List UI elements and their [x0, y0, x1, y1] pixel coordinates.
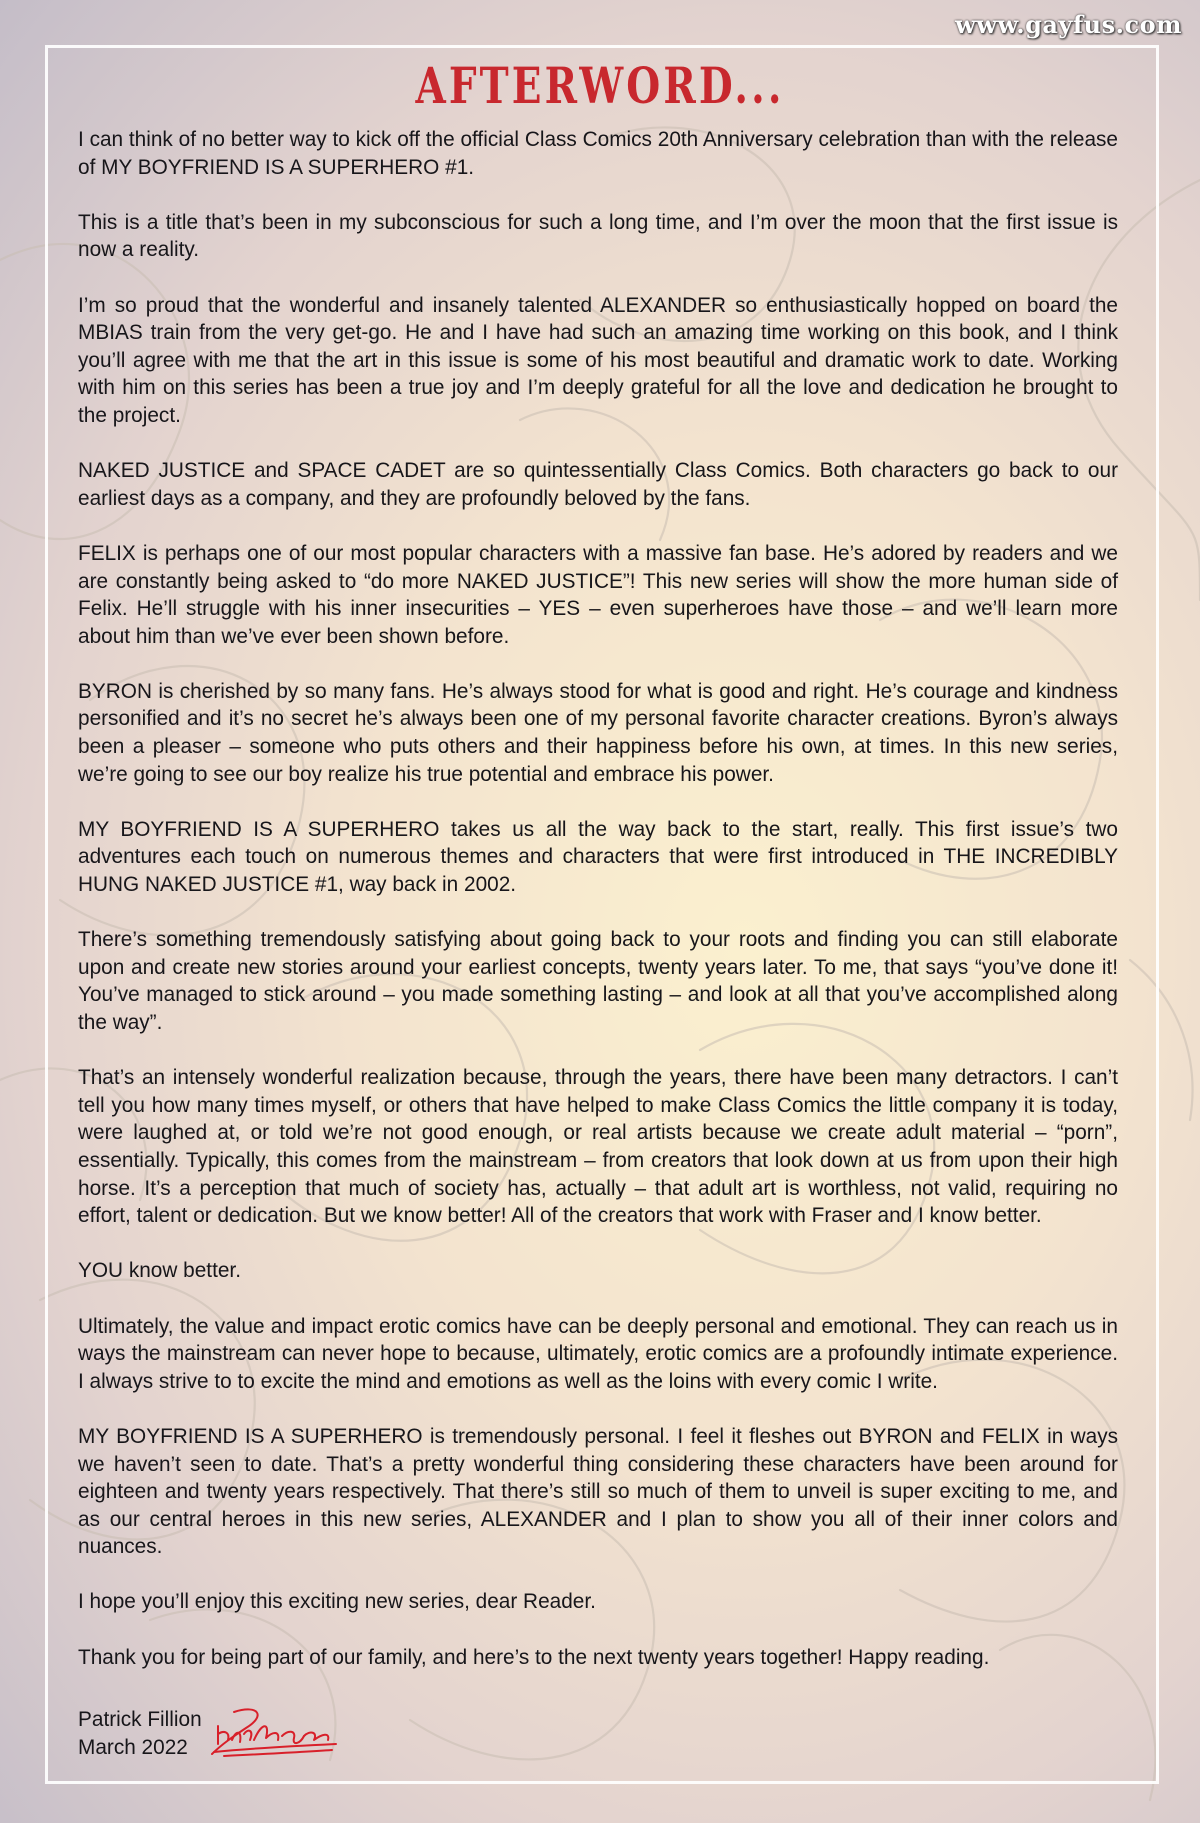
watermark[interactable]: www.gayfus.com: [955, 10, 1182, 39]
paragraph: This is a title that’s been in my subconscious for such a long time, and I’m over the moon that the first issue is now a reality.: [78, 210, 1118, 262]
paragraph: FELIX is perhaps one of our most popular characters with a massive fan base. He’s adored by readers and we are constantly being asked to “do more NAKED JUSTICE”! This new series will show the more human side of Felix. He’ll struggle with his inner insecurities – YES – even superheroes have those – and we’ll learn more about him than we’ve ever been shown before.: [78, 541, 1118, 648]
paragraph: NAKED JUSTICE and SPACE CADET are so quintessentially Class Comics. Both characters go back to our earliest days as a company, and they are profoundly beloved by the fans.: [78, 459, 1118, 510]
paragraph: There’s something tremendously satisfying about going back to your roots and finding you can still elaborate upon and create new stories around your earliest concepts, twenty years later. To me, that says “you’ve done it! You’ve managed to stick around – you made something lasting – and look at all that you’ve accomplished along the way”.: [78, 928, 1118, 1034]
paragraph: Ultimately, the value and impact erotic comics have can be deeply personal and emotional. They can reach us in ways the mainstream can never hope to because, ultimately, erotic comics are a profoundly intimate experience. I always strive to to excite the mind and emotions as well as the loins with every comic I write.: [78, 1314, 1118, 1393]
paragraph: That’s an intensely wonderful realization because, through the years, there have been many detractors. I can’t tell you how many times myself, or others that have helped to make Class Comics the little company it is today, were laughed at, or told we’re not good enough, or real artists because we create adult material – “porn”, essentially. Typically, this comes from the mainstream – from creators that look down at us from upon their high horse. It’s a perception that much of society has, actually – that adult art is worthless, not valid, requiring no effort, talent or dedication. But we know better! All of the creators that work with Fraser and I know better.: [78, 1066, 1118, 1228]
handwritten-signature: [204, 1704, 344, 1762]
letter-body: [78, 126, 1118, 1699]
paragraph: MY BOYFRIEND IS A SUPERHERO takes us all the way back to the start, really. This first issue’s two adventures each touch on numerous themes and characters that were first introduced in THE INCREDIBLY HUNG NAKED JUSTICE #1, way back in 2002.: [78, 817, 1118, 897]
paragraph: MY BOYFRIEND IS A SUPERHERO is tremendously personal. I feel it fleshes out BYRON and FELIX in ways we haven’t seen to date. That’s a pretty wonderful thing considering these characters have been around for eighteen and twenty years respectively. That there’s still so much of them to unveil is super exciting to me, and as our central heroes in this new series, ALEXANDER and I plan to show you all of their inner colors and nuances.: [78, 1424, 1118, 1559]
paragraph: I hope you’ll enjoy this exciting new series, dear Reader.: [78, 1590, 596, 1614]
page-title: AFTERWORD...: [415, 56, 785, 115]
author-name: Patrick Fillion: [78, 1708, 202, 1731]
signoff-date: March 2022: [78, 1735, 188, 1759]
paragraph: I can think of no better way to kick off the official Class Comics 20th Anniversary celebration than with the release of MY BOYFRIEND IS A SUPERHERO #1.: [78, 128, 1118, 179]
paragraph: Thank you for being part of our family, and here’s to the next twenty years together! Happy reading.: [78, 1645, 990, 1669]
paragraph: BYRON is cherished by so many fans. He’s always stood for what is good and right. He’s courage and kindness personified and it’s no secret he’s always been one of my personal favorite character creations. Byron’s always been a pleaser – someone who puts others and their happiness before his own, at times. In this new series, we’re going to see our boy realize his true potential and embrace his power.: [78, 679, 1118, 786]
signoff: [78, 1706, 202, 1761]
paragraph: I’m so proud that the wonderful and insanely talented ALEXANDER so enthusiastically hopped on board the MBIAS train from the very get-go. He and I have had such an amazing time working on this book, and I think you’ll agree with me that the art in this issue is some of his most beautiful and dramatic work to date. Working with him on this series has been a true joy and I’m deeply grateful for all the love and dedication he brought to the project.: [78, 293, 1118, 427]
paragraph: YOU know better.: [78, 1259, 241, 1283]
